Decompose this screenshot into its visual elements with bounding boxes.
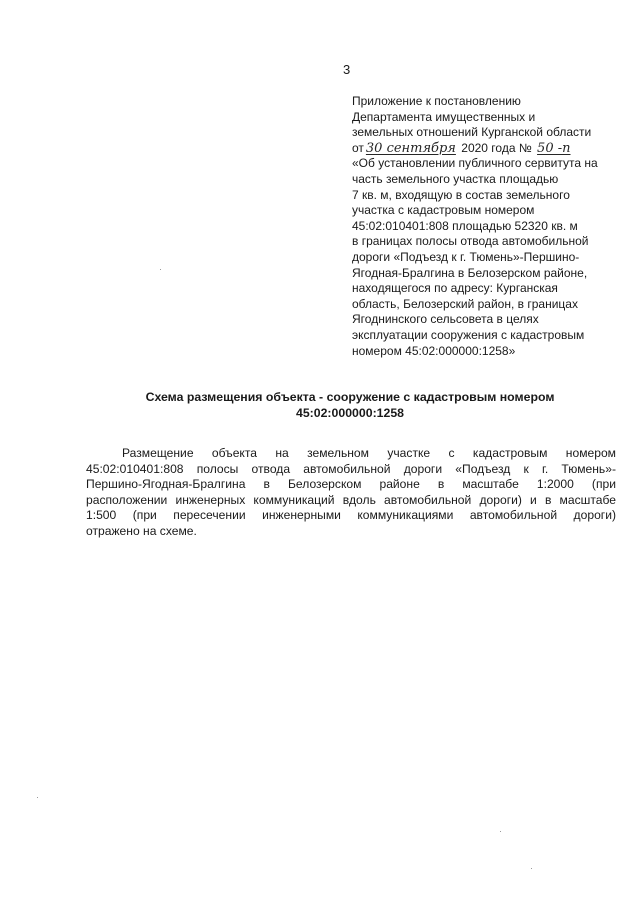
- handwritten-number: 50 -п: [537, 140, 571, 156]
- scan-speck: [37, 797, 38, 798]
- appendix-line: Приложение к постановлению: [352, 94, 521, 108]
- resolution-title-line: Ягодная-Бралгина в Белозерском районе,: [352, 265, 588, 280]
- handwritten-date: 30 сентября: [365, 140, 456, 156]
- scan-speck: [160, 269, 161, 270]
- resolution-title-line: номером 45:02:000000:1258»: [352, 343, 516, 358]
- paragraph-line: Размещение объекта на земельном участке с кадастровым номером: [122, 446, 616, 460]
- scan-speck: [500, 831, 501, 832]
- paragraph-line: отражено на схеме.: [86, 523, 197, 538]
- resolution-title-line: 45:02:010401:808 площадью 52320 кв. м: [352, 218, 578, 233]
- date-prefix: от: [352, 140, 364, 155]
- resolution-title-line: в границах полосы отвода автомобильной: [352, 234, 589, 249]
- resolution-title-line: «Об установлении публичного сервитута на: [352, 156, 598, 171]
- heading-line: 45:02:000000:1258: [295, 405, 405, 420]
- appendix-line: Департамента имущественных и: [352, 109, 536, 124]
- resolution-title-line: находящегося по адресу: Курганская: [352, 281, 558, 296]
- resolution-title-line: дороги «Подъезд к г. Тюмень»-Першино-: [352, 249, 580, 264]
- paragraph-line: 45:02:010401:808 полосы отвода автомобильной дороги «Подъезд к г. Тюмень»-: [86, 461, 616, 476]
- resolution-title-line: область, Белозерский район, в границах: [352, 296, 578, 311]
- heading-line: Схема размещения объекта - сооружение с кадастровым номером: [145, 390, 555, 404]
- resolution-title-line: 7 кв. м, входящую в состав земельного: [352, 187, 570, 202]
- paragraph-line: 1:500 (при пересечении инженерными коммуникациями автомобильной дороги): [86, 508, 616, 523]
- resolution-title-line: участка с кадастровым номером: [352, 203, 535, 218]
- paragraph-line: Першино-Ягодная-Бралгина в Белозерском районе в масштабе 1:2000 (при: [86, 477, 616, 492]
- scan-speck: [531, 868, 532, 869]
- date-suffix: 2020 года №: [461, 140, 532, 155]
- description-paragraph: [86, 446, 616, 540]
- paragraph-line: расположении инженерных коммуникаций вдоль автомобильной дороги) и в масштабе: [86, 492, 616, 507]
- page-number: 3: [343, 62, 351, 77]
- resolution-title-line: часть земельного участка площадью: [352, 171, 559, 186]
- resolution-title-line: Ягоднинского сельсовета в целях: [352, 312, 539, 327]
- appendix-block: [352, 94, 622, 359]
- appendix-line: земельных отношений Курганской области: [352, 125, 592, 140]
- scheme-heading: [60, 390, 640, 421]
- resolution-date-line: [352, 141, 622, 157]
- resolution-title-line: эксплуатации сооружения с кадастровым: [352, 327, 585, 342]
